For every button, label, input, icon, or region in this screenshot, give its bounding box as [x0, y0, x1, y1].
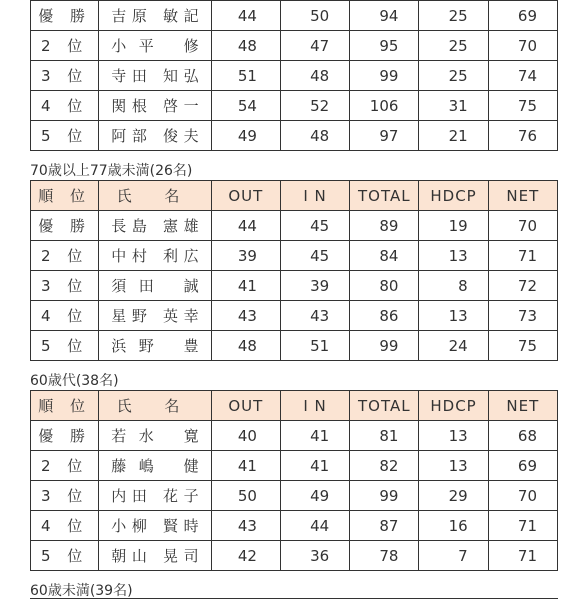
- net-score-cell: 70: [488, 481, 557, 511]
- hdcp-cell: 13: [419, 421, 488, 451]
- out-score-cell: 54: [211, 91, 280, 121]
- out-score-cell: 50: [211, 481, 280, 511]
- total-score-cell: 99: [350, 61, 419, 91]
- net-score-cell: 75: [488, 91, 557, 121]
- results-table-1: [30, 0, 558, 151]
- net-header: NET: [488, 181, 557, 211]
- hdcp-cell: 19: [419, 211, 488, 241]
- rank-cell: 優 勝: [31, 211, 99, 241]
- player-name-cell: 吉原 敏記: [99, 1, 211, 31]
- in-score-cell: 41: [280, 451, 349, 481]
- in-score-cell: 47: [280, 31, 349, 61]
- rank-cell: 3 位: [31, 61, 99, 91]
- hdcp-cell: 7: [419, 541, 488, 571]
- table-row: [31, 271, 558, 301]
- net-score-cell: 69: [488, 1, 557, 31]
- total-score-cell: 99: [350, 331, 419, 361]
- in-score-cell: 48: [280, 121, 349, 151]
- out-score-cell: 41: [211, 271, 280, 301]
- hdcp-cell: 24: [419, 331, 488, 361]
- out-score-cell: 49: [211, 121, 280, 151]
- table-top-border: [30, 598, 558, 599]
- hdcp-cell: 29: [419, 481, 488, 511]
- net-header: NET: [488, 391, 557, 421]
- rank-header: 順 位: [31, 391, 99, 421]
- hdcp-cell: 16: [419, 511, 488, 541]
- total-score-cell: 78: [350, 541, 419, 571]
- in-score-cell: 52: [280, 91, 349, 121]
- net-score-cell: 74: [488, 61, 557, 91]
- table-row: [31, 451, 558, 481]
- table-header-row: [31, 391, 558, 421]
- hdcp-cell: 25: [419, 31, 488, 61]
- rank-cell: 5 位: [31, 121, 99, 151]
- net-score-cell: 70: [488, 31, 557, 61]
- table-row: [31, 481, 558, 511]
- hdcp-cell: 25: [419, 1, 488, 31]
- rank-cell: 5 位: [31, 331, 99, 361]
- table-row: [31, 91, 558, 121]
- hdcp-header: HDCP: [419, 391, 488, 421]
- net-score-cell: 72: [488, 271, 557, 301]
- out-score-cell: 43: [211, 511, 280, 541]
- total-score-cell: 94: [350, 1, 419, 31]
- out-score-cell: 51: [211, 61, 280, 91]
- player-name-cell: 長島 憲雄: [99, 211, 211, 241]
- name-header: 氏 名: [99, 181, 211, 211]
- in-score-cell: 45: [280, 211, 349, 241]
- total-header: TOTAL: [350, 391, 419, 421]
- table-header-row: [31, 181, 558, 211]
- section-title: 70歳以上77歳未満(26名): [30, 163, 193, 179]
- rank-cell: 2 位: [31, 241, 99, 271]
- rank-header: 順 位: [31, 181, 99, 211]
- in-header: I N: [280, 181, 349, 211]
- out-score-cell: 42: [211, 541, 280, 571]
- hdcp-header: HDCP: [419, 181, 488, 211]
- player-name-cell: 阿部 俊夫: [99, 121, 211, 151]
- in-score-cell: 50: [280, 1, 349, 31]
- results-table-3: [30, 390, 558, 571]
- hdcp-cell: 13: [419, 451, 488, 481]
- net-score-cell: 71: [488, 511, 557, 541]
- rank-cell: 3 位: [31, 271, 99, 301]
- out-header: OUT: [211, 391, 280, 421]
- player-name-cell: 寺田 知弘: [99, 61, 211, 91]
- in-header: I N: [280, 391, 349, 421]
- in-score-cell: 41: [280, 421, 349, 451]
- hdcp-cell: 25: [419, 61, 488, 91]
- in-score-cell: 43: [280, 301, 349, 331]
- total-score-cell: 87: [350, 511, 419, 541]
- player-name-cell: 浜野 豊: [99, 331, 211, 361]
- section-title: 60歳代(38名): [30, 373, 119, 389]
- total-score-cell: 86: [350, 301, 419, 331]
- hdcp-cell: 31: [419, 91, 488, 121]
- in-score-cell: 39: [280, 271, 349, 301]
- table-row: [31, 121, 558, 151]
- out-score-cell: 43: [211, 301, 280, 331]
- net-score-cell: 68: [488, 421, 557, 451]
- out-header: OUT: [211, 181, 280, 211]
- net-score-cell: 71: [488, 241, 557, 271]
- player-name-cell: 朝山 晃司: [99, 541, 211, 571]
- total-header: TOTAL: [350, 181, 419, 211]
- in-score-cell: 51: [280, 331, 349, 361]
- player-name-cell: 関根 啓一: [99, 91, 211, 121]
- rank-cell: 2 位: [31, 451, 99, 481]
- rank-cell: 3 位: [31, 481, 99, 511]
- table-row: [31, 211, 558, 241]
- rank-cell: 4 位: [31, 91, 99, 121]
- total-score-cell: 89: [350, 211, 419, 241]
- out-score-cell: 40: [211, 421, 280, 451]
- net-score-cell: 71: [488, 541, 557, 571]
- player-name-cell: 小柳 賢時: [99, 511, 211, 541]
- table-row: [31, 421, 558, 451]
- out-score-cell: 44: [211, 211, 280, 241]
- net-score-cell: 75: [488, 331, 557, 361]
- player-name-cell: 須田 誠: [99, 271, 211, 301]
- out-score-cell: 44: [211, 1, 280, 31]
- net-score-cell: 73: [488, 301, 557, 331]
- results-table-2: [30, 180, 558, 361]
- section-title: 60歳未満(39名): [30, 583, 133, 599]
- player-name-cell: 星野 英幸: [99, 301, 211, 331]
- table-row: [31, 241, 558, 271]
- out-score-cell: 48: [211, 31, 280, 61]
- hdcp-cell: 21: [419, 121, 488, 151]
- table-row: [31, 1, 558, 31]
- in-score-cell: 44: [280, 511, 349, 541]
- player-name-cell: 小平 修: [99, 31, 211, 61]
- player-name-cell: 内田 花子: [99, 481, 211, 511]
- table-row: [31, 301, 558, 331]
- net-score-cell: 76: [488, 121, 557, 151]
- total-score-cell: 84: [350, 241, 419, 271]
- table-row: [31, 511, 558, 541]
- hdcp-cell: 13: [419, 241, 488, 271]
- player-name-cell: 藤嶋 健: [99, 451, 211, 481]
- player-name-cell: 中村 利広: [99, 241, 211, 271]
- out-score-cell: 39: [211, 241, 280, 271]
- hdcp-cell: 8: [419, 271, 488, 301]
- net-score-cell: 70: [488, 211, 557, 241]
- total-score-cell: 81: [350, 421, 419, 451]
- out-score-cell: 41: [211, 451, 280, 481]
- total-score-cell: 82: [350, 451, 419, 481]
- total-score-cell: 80: [350, 271, 419, 301]
- table-row: [31, 331, 558, 361]
- in-score-cell: 36: [280, 541, 349, 571]
- in-score-cell: 45: [280, 241, 349, 271]
- total-score-cell: 97: [350, 121, 419, 151]
- table-row: [31, 541, 558, 571]
- total-score-cell: 99: [350, 481, 419, 511]
- player-name-cell: 若水 寛: [99, 421, 211, 451]
- net-score-cell: 69: [488, 451, 557, 481]
- in-score-cell: 48: [280, 61, 349, 91]
- rank-cell: 優 勝: [31, 421, 99, 451]
- hdcp-cell: 13: [419, 301, 488, 331]
- table-row: [31, 31, 558, 61]
- rank-cell: 2 位: [31, 31, 99, 61]
- total-score-cell: 95: [350, 31, 419, 61]
- name-header: 氏 名: [99, 391, 211, 421]
- out-score-cell: 48: [211, 331, 280, 361]
- in-score-cell: 49: [280, 481, 349, 511]
- total-score-cell: 106: [350, 91, 419, 121]
- rank-cell: 優 勝: [31, 1, 99, 31]
- table-row: [31, 61, 558, 91]
- rank-cell: 5 位: [31, 541, 99, 571]
- rank-cell: 4 位: [31, 301, 99, 331]
- rank-cell: 4 位: [31, 511, 99, 541]
